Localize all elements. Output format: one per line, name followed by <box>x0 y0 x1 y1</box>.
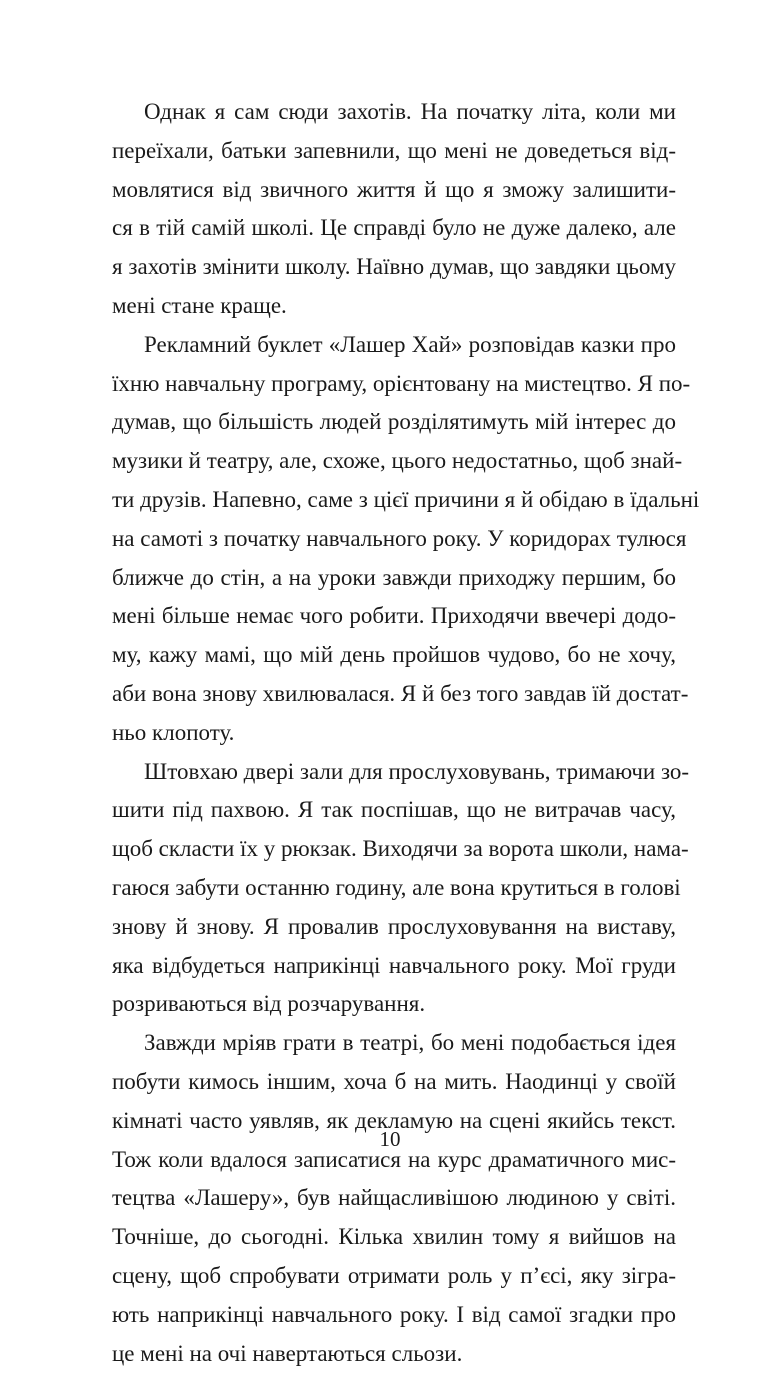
text-line: ньо клопоту. <box>112 714 676 753</box>
text-line: розриваються від розчарування. <box>112 985 676 1024</box>
text-line: Точніше, до сьогодні. Кілька хвилин тому я вийшов на <box>112 1218 676 1257</box>
text-line: музики й театру, але, схоже, цього недостатньо, щоб знай- <box>112 442 676 481</box>
paragraph <box>112 93 676 326</box>
text-line: Рекламний буклет «Лашер Хай» розповідав казки про <box>112 326 676 365</box>
paragraph <box>112 1024 676 1373</box>
text-line: переїхали, батьки запевнили, що мені не доведеться від- <box>112 132 676 171</box>
body-text <box>112 93 676 1373</box>
text-line: Однак я сам сюди захотів. На початку літа, коли ми <box>112 93 676 132</box>
text-line: яка відбудеться наприкінці навчального року. Мої груди <box>112 947 676 986</box>
text-line: щоб скласти їх у рюкзак. Виходячи за ворота школи, нама- <box>112 830 676 869</box>
text-line: Штовхаю двері зали для прослуховувань, тримаючи зо- <box>112 753 676 792</box>
text-line: му, кажу мамі, що мій день пройшов чудово, бо не хочу, <box>112 636 676 675</box>
text-line: на самоті з початку навчального року. У коридорах тулюся <box>112 520 676 559</box>
text-line: знову й знову. Я провалив прослуховування на виставу, <box>112 908 676 947</box>
text-line: ся в тій самій школі. Це справді було не дуже далеко, але <box>112 209 676 248</box>
text-line: гаюся забути останню годину, але вона крутиться в голові <box>112 869 676 908</box>
text-line: Тож коли вдалося записатися на курс драматичного мис- <box>112 1141 676 1180</box>
text-line: я захотів змінити школу. Наївно думав, що завдяки цьому <box>112 248 676 287</box>
text-line: тецтва «Лашеру», був найщасливішою людиною у світі. <box>112 1179 676 1218</box>
text-line: кімнаті часто уявляв, як декламую на сцені якийсь текст. <box>112 1102 676 1141</box>
text-line: думав, що більшість людей розділятимуть мій інтерес до <box>112 403 676 442</box>
text-line: їхню навчальну програму, орієнтовану на мистецтво. Я по- <box>112 365 676 404</box>
text-line: мені більше немає чого робити. Приходячи ввечері додо- <box>112 597 676 636</box>
text-line: ють наприкінці навчального року. І від самої згадки про <box>112 1296 676 1335</box>
text-line: сцену, щоб спробувати отримати роль у п’єсі, яку зігра- <box>112 1257 676 1296</box>
text-line: мовлятися від звичного життя й що я зможу залишити- <box>112 171 676 210</box>
text-line: побути кимось іншим, хоча б на мить. Наодинці у своїй <box>112 1063 676 1102</box>
text-line: аби вона знову хвилювалася. Я й без того завдав їй достат- <box>112 675 676 714</box>
page-number: 10 <box>0 1127 780 1151</box>
text-line: Завжди мріяв грати в театрі, бо мені подобається ідея <box>112 1024 676 1063</box>
text-line: ближче до стін, а на уроки завжди приходжу першим, бо <box>112 559 676 598</box>
paragraph <box>112 326 676 753</box>
text-line: мені стане краще. <box>112 287 676 326</box>
paragraph <box>112 753 676 1025</box>
text-line: ти друзів. Напевно, саме з цієї причини я й обідаю в їдальні <box>112 481 676 520</box>
text-line: шити під пахвою. Я так поспішав, що не витрачав часу, <box>112 791 676 830</box>
text-line: це мені на очі навертаються сльози. <box>112 1335 676 1373</box>
